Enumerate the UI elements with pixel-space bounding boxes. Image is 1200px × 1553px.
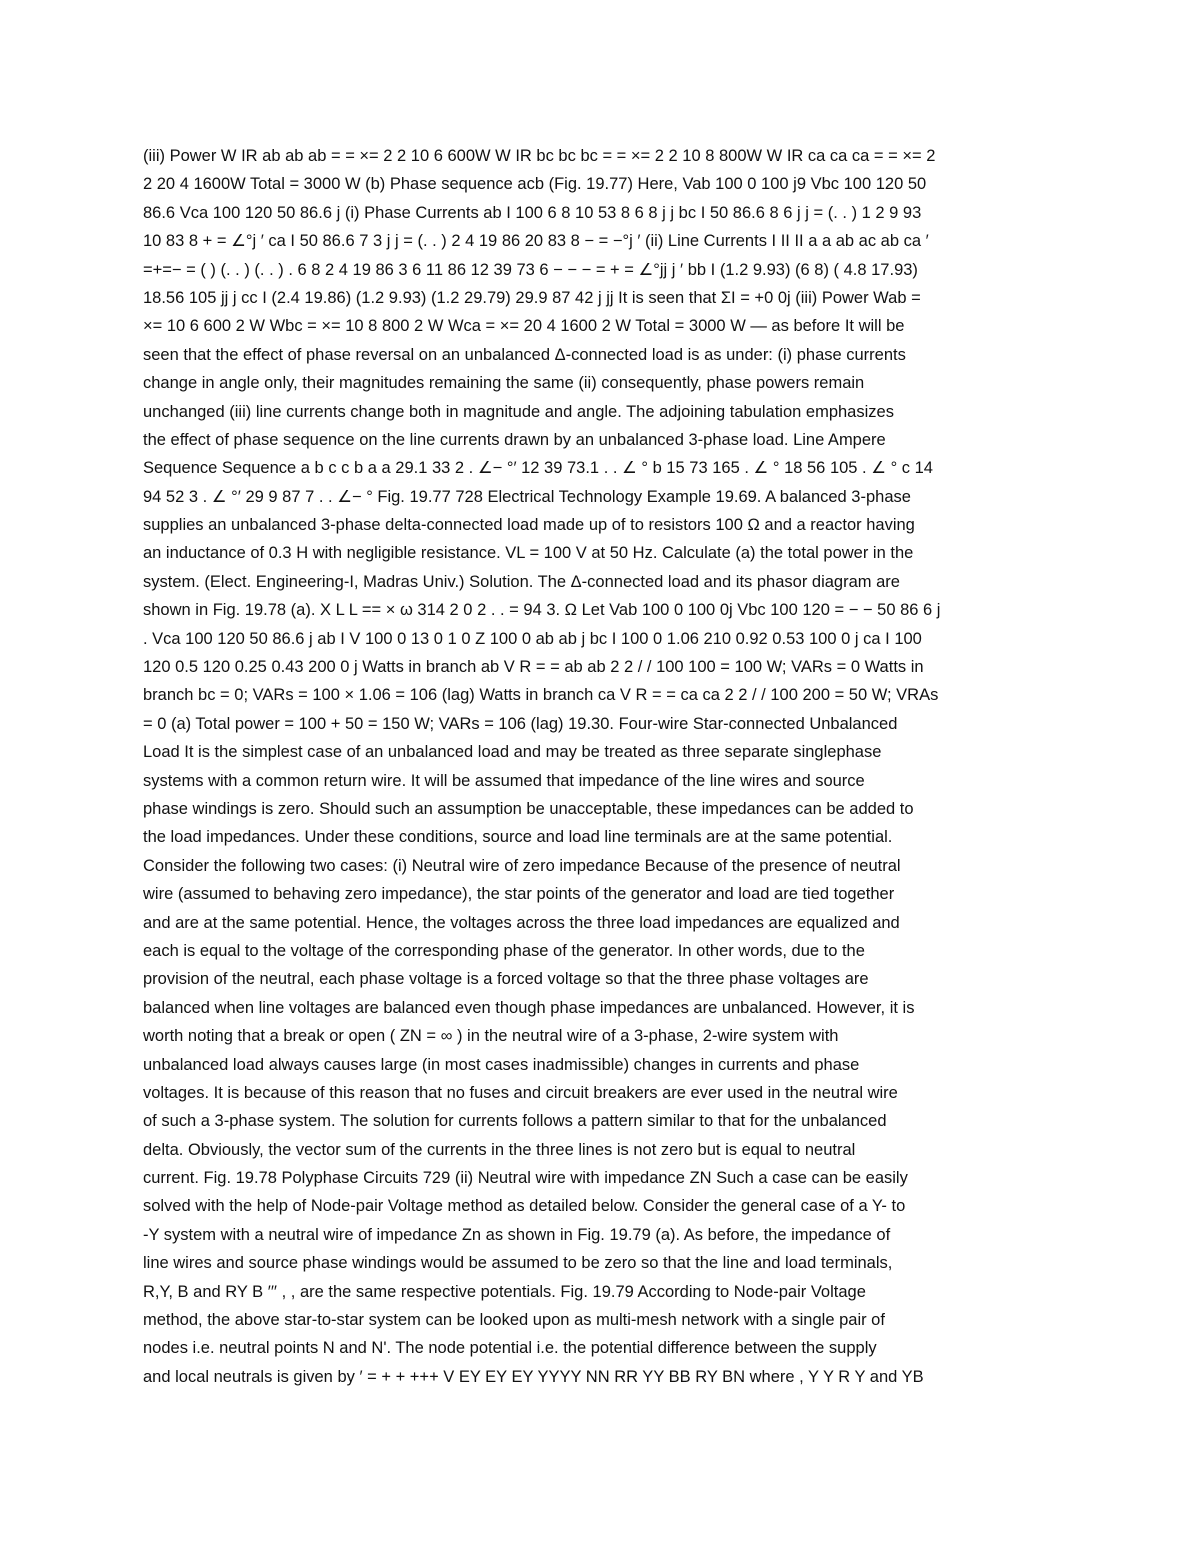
text-line: unchanged (iii) line currents change both in magnitude and angle. The adjoining tabulation emphasizes xyxy=(143,402,894,421)
text-line: shown in Fig. 19.78 (a). X L L == × ω 314 2 0 2 . . = 94 3. Ω Let Vab 100 0 100 0j Vbc 100 120 = − − 50 86 6 j xyxy=(143,601,941,620)
text-line: the load impedances. Under these conditions, source and load line terminals are at the same potential. xyxy=(143,828,893,847)
text-line: seen that the effect of phase reversal on an unbalanced Δ-connected load is as under: (i) phase currents xyxy=(143,345,906,364)
text-line: . Vca 100 120 50 86.6 j ab I V 100 0 13 0 1 0 Z 100 0 ab ab j bc I 100 0 1.06 210 0.92 0.53 100 0 j ca I 100 xyxy=(143,629,922,648)
text-line: line wires and source phase windings would be assumed to be zero so that the line and load terminals, xyxy=(143,1254,893,1273)
text-line: (iii) Power W IR ab ab ab = = ×= 2 2 10 6 600W W IR bc bc bc = = ×= 2 2 10 8 800W W IR ca ca ca = = ×= 2 xyxy=(143,147,936,165)
text-line: 18.56 105 jj j cc I (2.4 19.86) (1.2 9.93) (1.2 29.79) 29.9 87 42 j jj It is seen that ΣI = +0 0j (iii) Power Wab = xyxy=(143,288,921,307)
text-line: an inductance of 0.3 H with negligible resistance. VL = 100 V at 50 Hz. Calculate (a) the total power in the xyxy=(143,544,914,563)
text-line: phase windings is zero. Should such an assumption be unacceptable, these impedances can be added to xyxy=(143,799,914,818)
text-line: solved with the help of Node-pair Voltage method as detailed below. Consider the general case of a Y- to xyxy=(143,1197,906,1216)
text-line: voltages. It is because of this reason that no fuses and circuit breakers are ever used in the neutral wire xyxy=(143,1083,898,1102)
text-line: current. Fig. 19.78 Polyphase Circuits 729 (ii) Neutral wire with impedance ZN Such a case can be easily xyxy=(143,1169,908,1188)
text-line: 86.6 Vca 100 120 50 86.6 j (i) Phase Currents ab I 100 6 8 10 53 8 6 8 j j bc I 50 86.6 8 6 j j = (. . ) 1 2 9 93 xyxy=(143,203,922,222)
text-line: -Y system with a neutral wire of impedance Zn as shown in Fig. 19.79 (a). As before, the impedance of xyxy=(143,1225,891,1244)
body-text xyxy=(143,142,1063,1391)
text-line: 2 20 4 1600W Total = 3000 W (b) Phase sequence acb (Fig. 19.77) Here, Vab 100 0 100 j9 Vbc 100 120 50 xyxy=(143,175,927,194)
text-line: nodes i.e. neutral points N and N'. The node potential i.e. the potential difference between the supply xyxy=(143,1339,877,1358)
text-line: Sequence Sequence a b c c b a a 29.1 33 2 . ∠− °′ 12 39 73.1 . . ∠ ° b 15 73 165 . ∠ ° 18 56 105 . ∠ ° c 14 xyxy=(143,459,933,478)
text-line: method, the above star-to-star system can be looked upon as multi-mesh network with a single pair of xyxy=(143,1311,885,1330)
text-line: delta. Obviously, the vector sum of the currents in the three lines is not zero but is equal to neutral xyxy=(143,1140,856,1159)
text-line: provision of the neutral, each phase voltage is a forced voltage so that the three phase voltages are xyxy=(143,970,869,989)
text-line: 120 0.5 120 0.25 0.43 200 0 j Watts in branch ab V R = = ab ab 2 2 / / 100 100 = 100 W; VARs = 0 Watts in xyxy=(143,658,924,677)
text-line: 10 83 8 + = ∠°j ′ ca I 50 86.6 7 3 j j = (. . ) 2 4 19 86 20 83 8 − = −°j ′ (ii) Line Currents I II II a a ab ac ab ca ′ xyxy=(143,232,929,251)
text-line: each is equal to the voltage of the corresponding phase of the generator. In other words, due to the xyxy=(143,941,865,960)
text-line: ×= 10 6 600 2 W Wbc = ×= 10 8 800 2 W Wca = ×= 20 4 1600 2 W Total = 3000 W — as before It will be xyxy=(143,317,905,336)
text-line: branch bc = 0; VARs = 100 × 1.06 = 106 (lag) Watts in branch ca V R = = ca ca 2 2 / / 100 200 = 50 W; VRAs xyxy=(143,686,939,705)
text-line: Consider the following two cases: (i) Neutral wire of zero impedance Because of the presence of neutral xyxy=(143,856,901,875)
text-line: and are at the same potential. Hence, the voltages across the three load impedances are equalized and xyxy=(143,913,900,932)
text-line: supplies an unbalanced 3-phase delta-connected load made up of to resistors 100 Ω and a reactor having xyxy=(143,516,915,535)
text-line: balanced when line voltages are balanced even though phase impedances are unbalanced. However, it is xyxy=(143,998,915,1017)
text-line: 94 52 3 . ∠ °′ 29 9 87 7 . . ∠− ° Fig. 19.77 728 Electrical Technology Example 19.69. A balanced 3-phase xyxy=(143,487,911,506)
text-line: R,Y, B and RY B ′′′ , , are the same respective potentials. Fig. 19.79 According to Node-pair Voltage xyxy=(143,1282,866,1301)
text-line: unbalanced load always causes large (in most cases inadmissible) changes in currents and phase xyxy=(143,1055,860,1074)
text-line: =+=− = ( ) (. . ) (. . ) . 6 8 2 4 19 86 3 6 11 86 12 39 73 6 − − − = + = ∠°jj j ′ bb I (1.2 9.93) (6 8) ( 4.8 17.93) xyxy=(143,260,918,279)
text-line: wire (assumed to behaving zero impedance), the star points of the generator and load are tied together xyxy=(143,885,895,904)
text-line: = 0 (a) Total power = 100 + 50 = 150 W; VARs = 106 (lag) 19.30. Four-wire Star-connected Unbalanced xyxy=(143,714,898,733)
text-line: the effect of phase sequence on the line currents drawn by an unbalanced 3-phase load. Line Ampere xyxy=(143,430,886,449)
text-line: of such a 3-phase system. The solution for currents follows a pattern similar to that for the unbalanced xyxy=(143,1112,887,1131)
text-line: change in angle only, their magnitudes remaining the same (ii) consequently, phase powers remain xyxy=(143,374,865,393)
text-line: system. (Elect. Engineering-I, Madras Univ.) Solution. The Δ-connected load and its phasor diagram are xyxy=(143,572,900,591)
text-line: systems with a common return wire. It will be assumed that impedance of the line wires and source xyxy=(143,771,865,790)
text-line: worth noting that a break or open ( ZN = ∞ ) in the neutral wire of a 3-phase, 2-wire system with xyxy=(143,1027,839,1046)
text-line: Load It is the simplest case of an unbalanced load and may be treated as three separate singlephase xyxy=(143,743,882,762)
text-line: and local neutrals is given by ′ = + + +++ V EY EY EY YYYY NN RR YY BB RY BN where , Y Y R Y and YB xyxy=(143,1367,924,1386)
